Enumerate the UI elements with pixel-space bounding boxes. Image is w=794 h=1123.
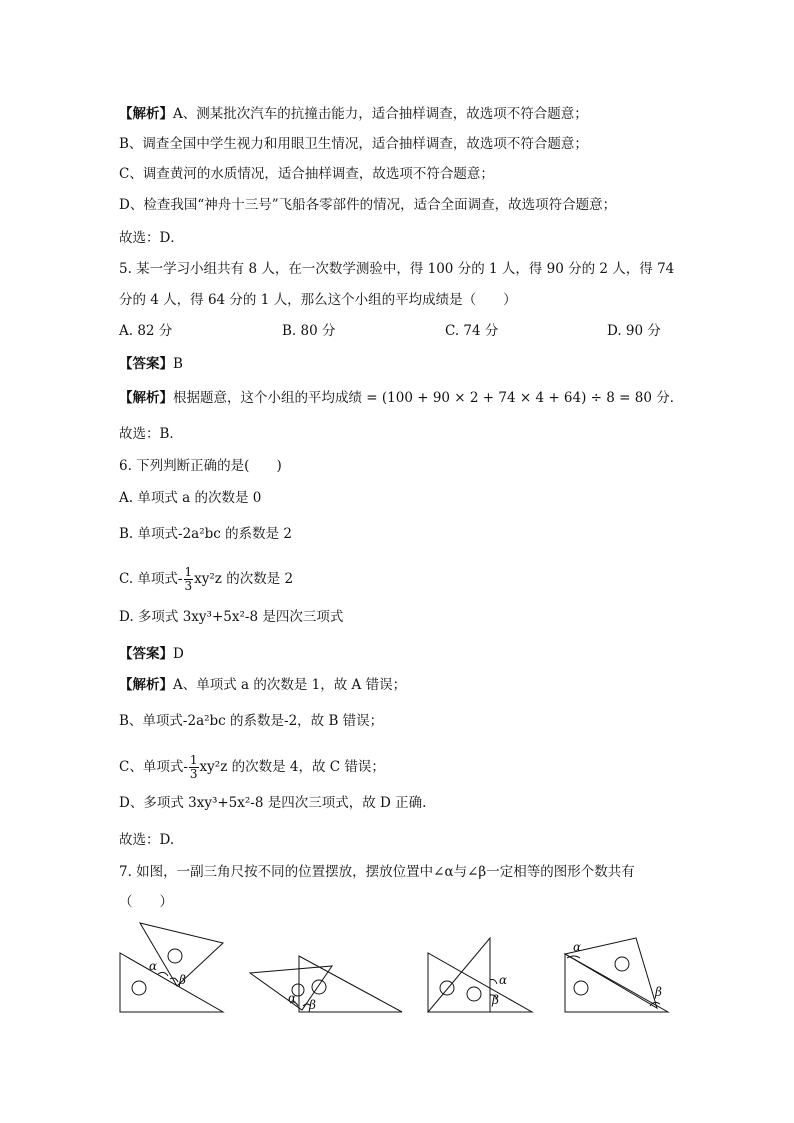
beta-label: β <box>179 973 186 987</box>
q5-answer: 【答案】B <box>119 356 183 372</box>
q5-stem-line1: 5. 某一学习小组共有 8 人，在一次数学测验中，得 100 分的 1 人，得 90 分的 2 人，得 74 <box>119 261 675 277</box>
figure-3 <box>428 938 532 1012</box>
figure-1 <box>120 923 223 1012</box>
q7-stem-line1: 7. 如图，一副三角尺按不同的位置摆放，摆放位置中∠α与∠β一定相等的图形个数共有 <box>119 864 635 880</box>
q5-analysis: 【解析】根据题意，这个小组的平均成绩 = (100 + 90 × 2 + 74 × 4 + 64) ÷ 8 = 80 分． <box>119 390 684 406</box>
q4-analysis-a: 【解析】A、测某批次汽车的抗撞击能力，适合抽样调查，故选项不符合题意； <box>119 106 588 122</box>
q6-option-d: D. 多项式 3xy³+5x²-8 是四次三项式 <box>119 609 344 625</box>
alpha-label: α <box>149 959 158 973</box>
beta-label: β <box>655 985 662 999</box>
q6-analysis-b: B、单项式-2a²bc 的系数是-2，故 B 错误； <box>119 713 384 729</box>
set-square-figures <box>112 918 682 1018</box>
alpha-label: α <box>499 973 508 987</box>
q5-option-c: C. 74 分 <box>445 323 499 339</box>
beta-label: β <box>492 993 499 1007</box>
q5-option-a: A. 82 分 <box>119 323 173 339</box>
q6-stem: 6. 下列判断正确的是( ) <box>119 458 282 474</box>
q5-conclusion: 故选：B． <box>119 426 183 442</box>
q6-analysis-a: 【解析】A、单项式 a 的次数是 1，故 A 错误； <box>119 677 407 693</box>
q6-conclusion: 故选：D. <box>119 832 175 848</box>
q4-analysis-c: C、调查黄河的水质情况，适合抽样调查，故选项不符合题意； <box>119 166 494 182</box>
q4-analysis-d: D、检查我国“神舟十三号”飞船各零部件的情况，适合全面调查，故选项符合题意； <box>119 197 617 213</box>
q4-analysis-b: B、调查全国中学生视力和用眼卫生情况，适合抽样调查，故选项不符合题意； <box>119 136 588 152</box>
q5-option-b: B. 80 分 <box>282 323 336 339</box>
alpha-label: α <box>573 940 582 954</box>
q5-stem-line2: 分的 4 人，得 64 分的 1 人，那么这个小组的平均成绩是（ ） <box>119 292 517 308</box>
q4-conclusion: 故选：D． <box>119 230 184 246</box>
q6-answer: 【答案】D <box>119 646 184 662</box>
q6-option-b: B. 单项式-2a²bc 的系数是 2 <box>119 526 292 542</box>
alpha-label: α <box>288 991 297 1005</box>
q6-analysis-d: D、多项式 3xy³+5x²-8 是四次三项式，故 D 正确. <box>119 795 427 811</box>
q6-option-a: A. 单项式 a 的次数是 0 <box>119 490 262 506</box>
fraction-one-third: $\frac{1}{3}$ <box>189 753 198 781</box>
q6-option-c: C. 单项式- $\frac{1}{3}$ xy²z 的次数是 2 <box>119 565 294 593</box>
fraction-one-third: $\frac{1}{3}$ <box>184 565 193 593</box>
q7-stem-line2: （ ） <box>119 894 173 910</box>
q5-option-d: D. 90 分 <box>607 323 661 339</box>
beta-label: β <box>309 998 316 1012</box>
figure-2 <box>250 956 402 1012</box>
q6-analysis-c: C、单项式- $\frac{1}{3}$ xy²z 的次数是 4，故 C 错误； <box>119 753 385 781</box>
